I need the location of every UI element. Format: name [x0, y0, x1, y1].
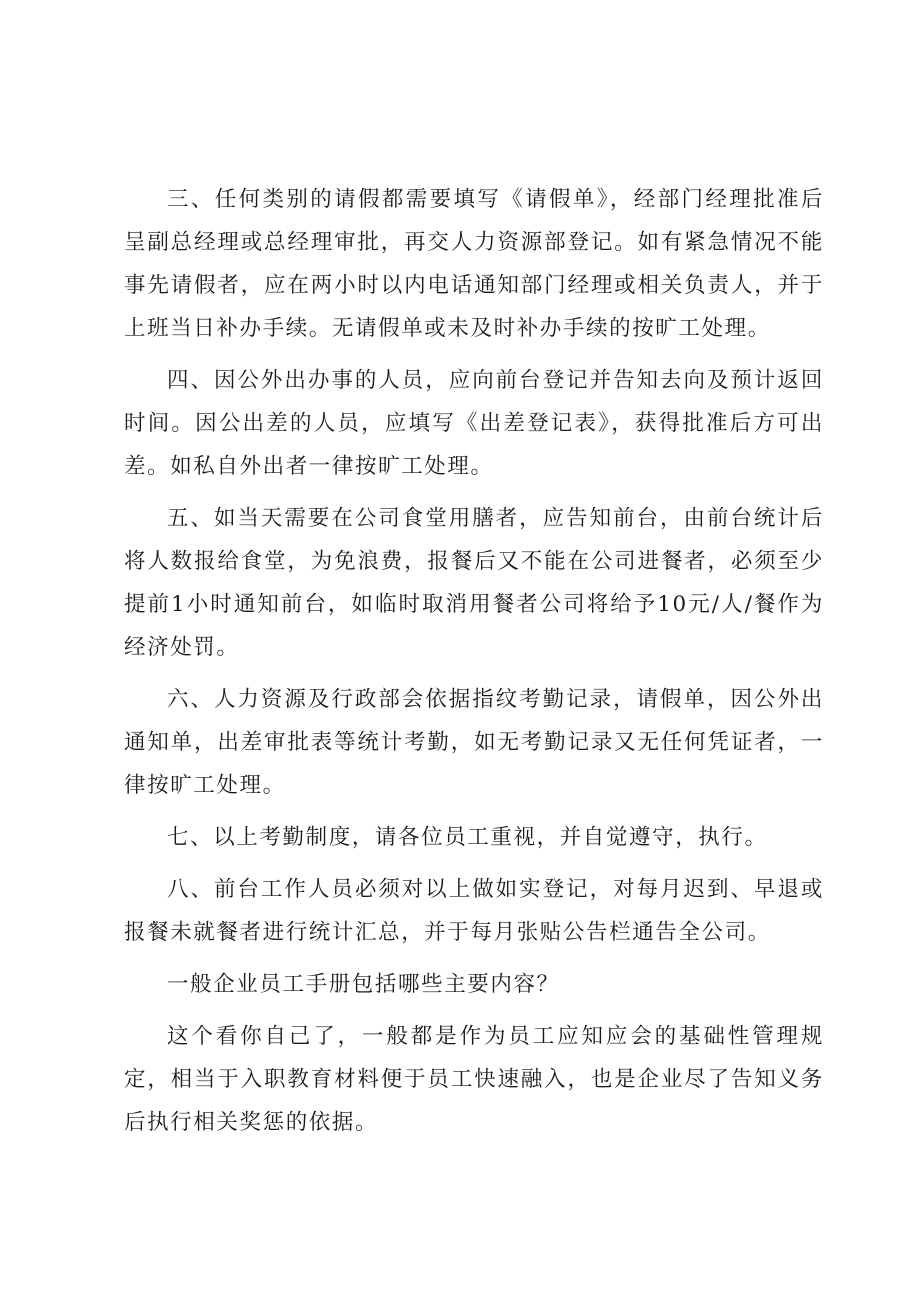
paragraph-canteen-meals: 五、如当天需要在公司食堂用膳者，应告知前台，由前台统计后将人数报给食堂，为免浪费，报餐后又不能在公司进餐者，必须至少提前1小时通知前台，如临时取消用餐者公司将给予10元/人/餐作为经济处罚。 — [124, 506, 824, 660]
paragraph-leave-request: 三、任何类别的请假都需要填写《请假单》，经部门经理批准后呈副总经理或总经理审批，再交人力资源部登记。如有紧急情况不能事先请假者，应在两小时以内电话通知部门经理或相关负责人，并于上班当日补办手续。无请假单或未及时补办手续的按旷工处理。 — [124, 187, 824, 341]
paragraph-attendance-statistics: 六、人力资源及行政部会依据指纹考勤记录，请假单，因公外出通知单，出差审批表等统计考勤，如无考勤记录又无任何凭证者，一律按旷工处理。 — [124, 687, 824, 798]
paragraph-compliance: 七、以上考勤制度，请各位员工重视，并自觉遵守，执行。 — [167, 825, 768, 850]
paragraph-answer: 这个看你自己了，一般都是作为员工应知应会的基础性管理规定，相当于入职教育材料便于员工快速融入，也是企业尽了告知义务后执行相关奖惩的依据。 — [124, 1024, 824, 1135]
paragraph-front-desk-duties: 八、前台工作人员必须对以上做如实登记，对每月迟到、早退或报餐未就餐者进行统计汇总，并于每月张贴公告栏通告全公司。 — [124, 877, 824, 945]
document-body — [124, 178, 824, 1144]
paragraph-business-outing: 四、因公外出办事的人员，应向前台登记并告知去向及预计返回时间。因公出差的人员，应填写《出差登记表》，获得批准后方可出差。如私自外出者一律按旷工处理。 — [124, 368, 824, 479]
paragraph-question: 一般企业员工手册包括哪些主要内容？ — [167, 972, 560, 997]
